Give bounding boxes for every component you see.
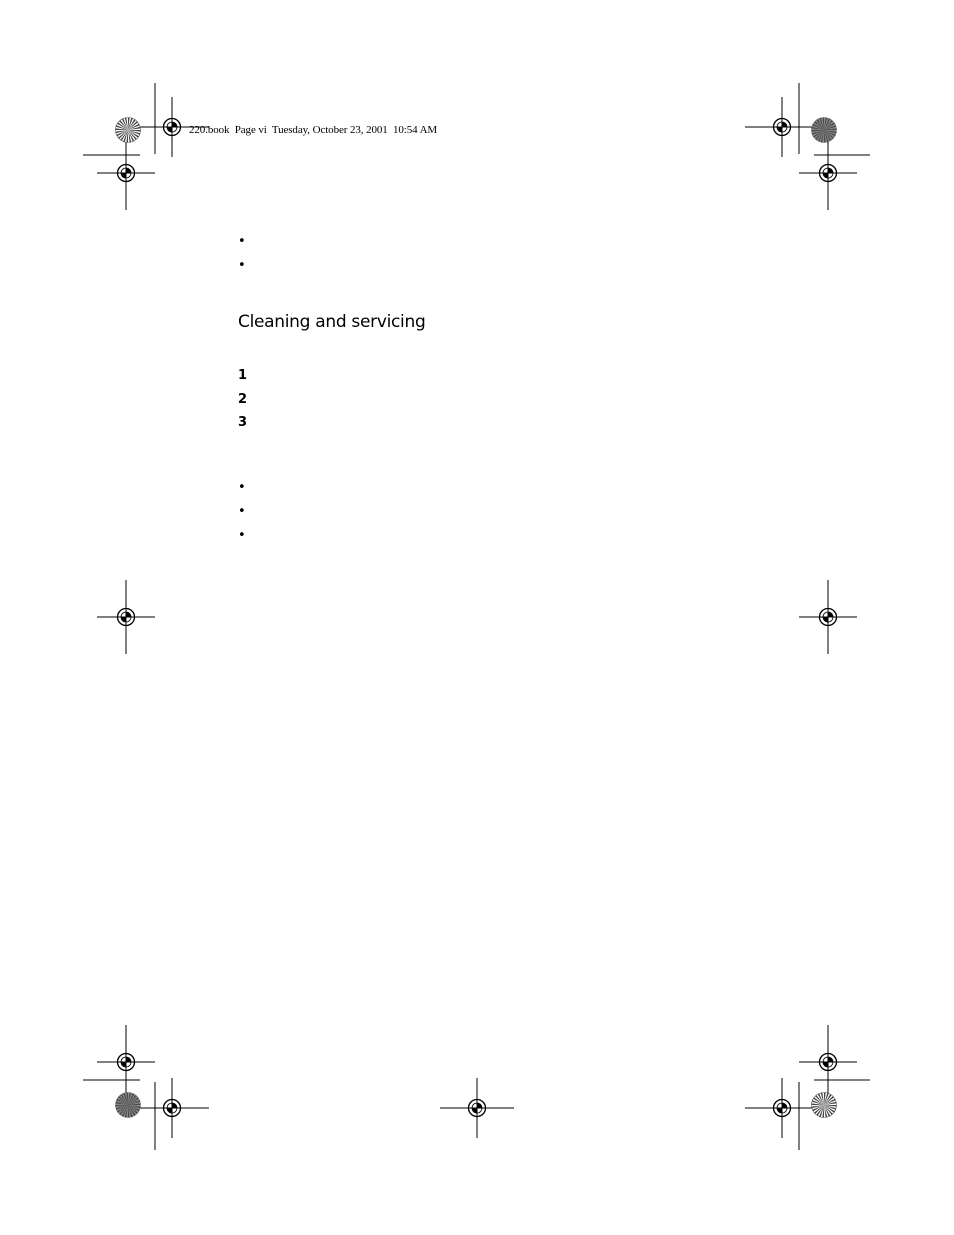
list-bullet: •	[238, 258, 246, 273]
step-number: 2	[238, 392, 248, 407]
list-bullet: •	[238, 234, 246, 249]
registration-mark-icon	[97, 580, 155, 654]
color-star-target-icons	[116, 118, 837, 1118]
color-star-target-icon	[812, 118, 837, 143]
color-star-target-icon	[116, 118, 141, 143]
step-number: 1	[238, 368, 248, 383]
trim-lines	[83, 83, 870, 1150]
color-star-target-icon	[116, 1093, 141, 1118]
section-heading: Cleaning and servicing	[238, 312, 426, 332]
print-slug-text: 220.book Page vi Tuesday, October 23, 2001 10:54 AM	[189, 124, 438, 136]
step-number: 3	[238, 415, 248, 430]
registration-mark-icon	[745, 1078, 819, 1138]
registration-mark-icon	[745, 97, 819, 157]
color-star-target-icon	[812, 1093, 837, 1118]
list-bullet: •	[238, 528, 246, 543]
registration-mark-icon	[97, 1025, 155, 1099]
registration-mark-icon	[799, 136, 857, 210]
registration-mark-icon	[799, 580, 857, 654]
registration-mark-icons	[97, 97, 857, 1138]
registration-mark-icon	[135, 1078, 209, 1138]
registration-mark-icon	[799, 1025, 857, 1099]
registration-mark-icon	[440, 1078, 514, 1138]
list-bullet: •	[238, 504, 246, 519]
registration-mark-icon	[97, 136, 155, 210]
list-bullet: •	[238, 480, 246, 495]
